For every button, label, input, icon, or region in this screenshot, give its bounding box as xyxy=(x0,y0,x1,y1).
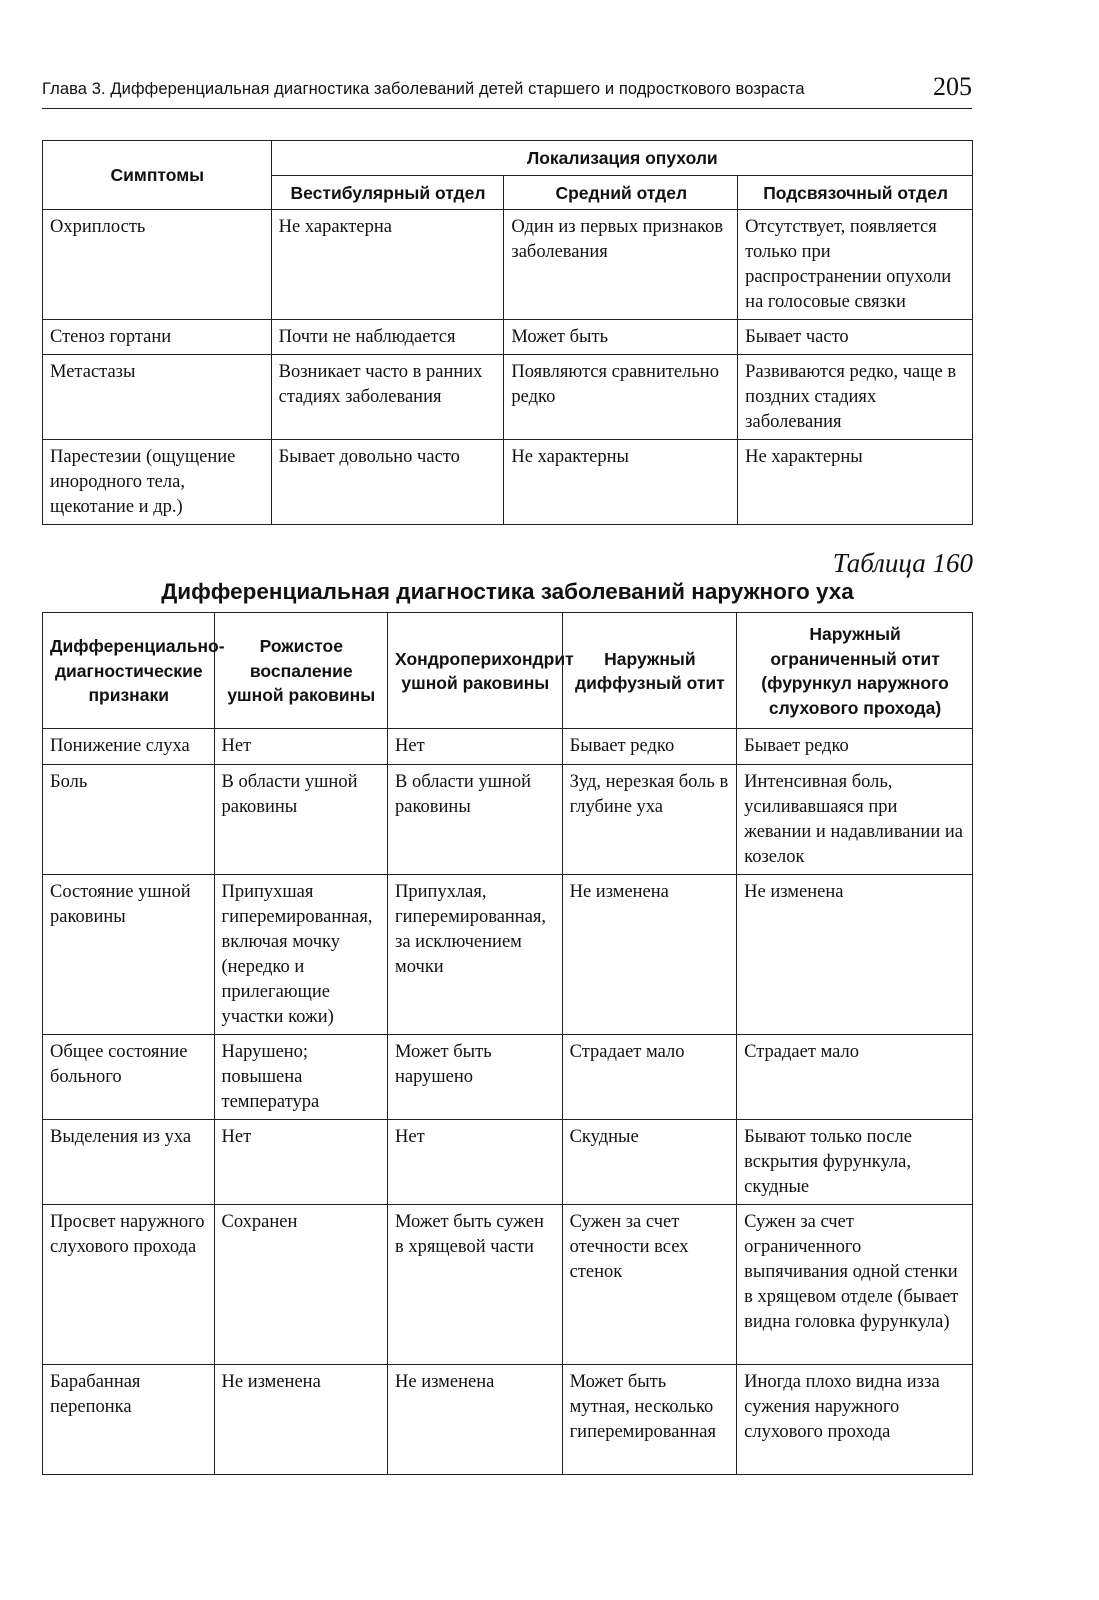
column-header: Дифференциально-диагностические признаки xyxy=(43,613,215,729)
row-label: Парестезии (ощущение инородного тела, щекотание и др.) xyxy=(43,440,272,525)
table-cell: Страдает мало xyxy=(737,1035,973,1120)
row-label: Выделения из уха xyxy=(43,1120,215,1205)
row-label: Охриплость xyxy=(43,210,272,320)
row-label: Барабанная перепонка xyxy=(43,1365,215,1475)
row-label: Метастазы xyxy=(43,355,272,440)
table-row xyxy=(43,440,973,525)
table-cell: Не характерна xyxy=(271,210,504,320)
table-row xyxy=(43,355,973,440)
table-cell: Скудные xyxy=(562,1120,737,1205)
table-cell: Почти не наблюдается xyxy=(271,320,504,355)
row-label: Стеноз гортани xyxy=(43,320,272,355)
table-cell: Иногда плохо видна изза сужения наружного слухового прохода xyxy=(737,1365,973,1475)
row-label: Понижение слуха xyxy=(43,729,215,765)
table-cell: Появляются сравнительно редко xyxy=(504,355,738,440)
table-cell: Бывает довольно часто xyxy=(271,440,504,525)
table-cell: Не характерны xyxy=(504,440,738,525)
table-cell: Интенсивная боль, усиливавшаяся при жевании и надавливании иа козелок xyxy=(737,765,973,875)
column-header: Наружный диффузный отит xyxy=(562,613,737,729)
table-cell: Нет xyxy=(388,729,563,765)
column-header: Вестибулярный отдел xyxy=(271,175,504,210)
table-cell: В области ушной раковины xyxy=(214,765,388,875)
row-label: Просвет наружного слухового прохода xyxy=(43,1205,215,1365)
column-header: Подсвязочный отдел xyxy=(738,175,973,210)
table-label: Таблица 160 xyxy=(832,548,973,578)
table-cell: Может быть xyxy=(504,320,738,355)
table-row xyxy=(43,210,973,320)
table-title: Дифференциальная диагностика заболеваний наружного уха xyxy=(161,579,854,604)
table-cell: Бывает редко xyxy=(737,729,973,765)
table-row xyxy=(43,875,973,1035)
running-header xyxy=(42,72,972,109)
column-header: Средний отдел xyxy=(504,175,738,210)
table-cell: Может быть мутная, несколько гиперемированная xyxy=(562,1365,737,1475)
table-row xyxy=(43,765,973,875)
page-number: 205 xyxy=(933,72,972,101)
table-cell: Не изменена xyxy=(388,1365,563,1475)
table-cell: Не характерны xyxy=(738,440,973,525)
external-ear-diagnosis-table xyxy=(42,612,973,1475)
table-row xyxy=(43,1365,973,1475)
table-cell: Сохранен xyxy=(214,1205,388,1365)
table-cell: Развиваются редко, чаще в поздних стадиях заболевания xyxy=(738,355,973,440)
running-title: Глава 3. Дифференциальная диагностика заболеваний детей старшего и подросткового возраста xyxy=(42,80,805,98)
table-row xyxy=(43,1120,973,1205)
table-cell: Бывают только после вскрытия фурункула, скудные xyxy=(737,1120,973,1205)
table-row xyxy=(43,1205,973,1365)
table-cell: Отсутствует, появляется только при распространении опухоли на голосовые связки xyxy=(738,210,973,320)
localization-group-header: Локализация опухоли xyxy=(271,141,972,176)
table-cell: Нет xyxy=(214,729,388,765)
table-cell: Страдает мало xyxy=(562,1035,737,1120)
table-cell: Возникает часто в ранних стадиях заболевания xyxy=(271,355,504,440)
column-header: Хондроперихондрит ушной раковины xyxy=(388,613,563,729)
table-cell: Припухлая, гиперемированная, за исключением мочки xyxy=(388,875,563,1035)
table-row xyxy=(43,320,973,355)
column-header: Рожистое воспаление ушной раковины xyxy=(214,613,388,729)
table-cell: Сужен за счет отечности всех стенок xyxy=(562,1205,737,1365)
table-cell: Нет xyxy=(214,1120,388,1205)
row-label: Состояние ушной раковины xyxy=(43,875,215,1035)
table-cell: Зуд, нерезкая боль в глубине уха xyxy=(562,765,737,875)
table-cell: Может быть сужен в хрящевой части xyxy=(388,1205,563,1365)
table-cell: Бывает редко xyxy=(562,729,737,765)
table-cell: Бывает часто xyxy=(738,320,973,355)
tumor-localization-table xyxy=(42,140,973,525)
table-cell: В области ушной раковины xyxy=(388,765,563,875)
row-label: Общее состояние больного xyxy=(43,1035,215,1120)
column-header: Наружный ограниченный отит (фурункул наружного слухового прохода) xyxy=(737,613,973,729)
table-row xyxy=(43,729,973,765)
symptoms-header: Симптомы xyxy=(43,141,272,210)
table-cell: Припухшая гиперемированная, включая мочку (нередко и прилегающие участки кожи) xyxy=(214,875,388,1035)
table-cell: Не изменена xyxy=(737,875,973,1035)
table-cell: Нет xyxy=(388,1120,563,1205)
table-cell: Не изменена xyxy=(562,875,737,1035)
table-cell: Не изменена xyxy=(214,1365,388,1475)
table-cell: Нарушено; повышена температура xyxy=(214,1035,388,1120)
table-row xyxy=(43,1035,973,1120)
table-cell: Сужен за счет ограниченного выпячивания одной стенки в хрящевом отделе (бывает видна головка фурункула) xyxy=(737,1205,973,1365)
table-cell: Один из первых признаков заболевания xyxy=(504,210,738,320)
row-label: Боль xyxy=(43,765,215,875)
table-cell: Может быть нарушено xyxy=(388,1035,563,1120)
